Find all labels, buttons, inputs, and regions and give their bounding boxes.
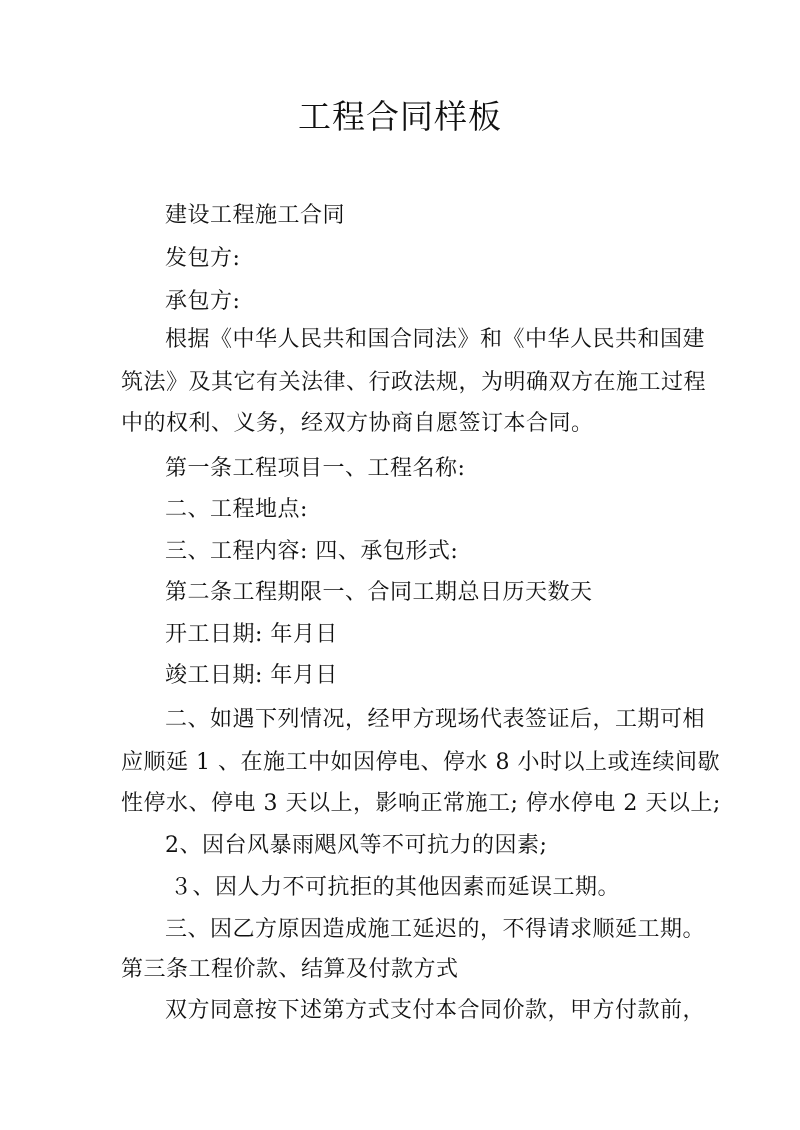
document-title: 工程合同样板 [298, 97, 502, 136]
paragraph-employer: 发包方: [165, 246, 241, 271]
paragraph-extension-line-1: 二、如遇下列情况，经甲方现场代表签证后，工期可相 [165, 707, 706, 732]
paragraph-force-majeure: 2、因台风暴雨飓风等不可抗力的因素; [165, 833, 548, 858]
paragraph-preamble-line-3: 中的权利、义务，经双方协商自愿签订本合同。 [121, 411, 594, 436]
paragraph-article-3: 第三条工程价款、结算及付款方式 [121, 957, 459, 982]
paragraph-contract-type: 建设工程施工合同 [165, 203, 346, 228]
paragraph-project-location: 二、工程地点: [165, 497, 308, 522]
paragraph-article-2: 第二条工程期限一、合同工期总日历天数天 [165, 580, 593, 605]
paragraph-preamble-line-1: 根据《中华人民共和国合同法》和《中华人民共和国建 [165, 327, 706, 352]
paragraph-contractor: 承包方: [165, 289, 241, 314]
paragraph-completion-date: 竣工日期: 年月日 [165, 663, 338, 688]
paragraph-other-causes: ３、因人力不可抗拒的其他因素而延误工期。 [170, 875, 621, 900]
paragraph-contractor-delay: 三、因乙方原因造成施工延迟的，不得请求顺延工期。 [165, 917, 706, 942]
paragraph-start-date: 开工日期: 年月日 [165, 622, 338, 647]
paragraph-preamble-line-2: 筑法》及其它有关法律、行政法规，为明确双方在施工过程 [121, 370, 707, 395]
paragraph-project-content: 三、工程内容: 四、承包形式: [165, 539, 459, 564]
paragraph-extension-line-2: 应顺延 1 、在施工中如因停电、停水 8 小时以上或连续间歇 [121, 750, 720, 775]
paragraph-article-1: 第一条工程项目一、工程名称: [165, 456, 466, 481]
paragraph-extension-line-3: 性停水、停电 3 天以上，影响正常施工; 停水停电 2 天以上; [121, 791, 721, 816]
paragraph-payment-method: 双方同意按下述第方式支付本合同价款，甲方付款前， [165, 998, 706, 1023]
